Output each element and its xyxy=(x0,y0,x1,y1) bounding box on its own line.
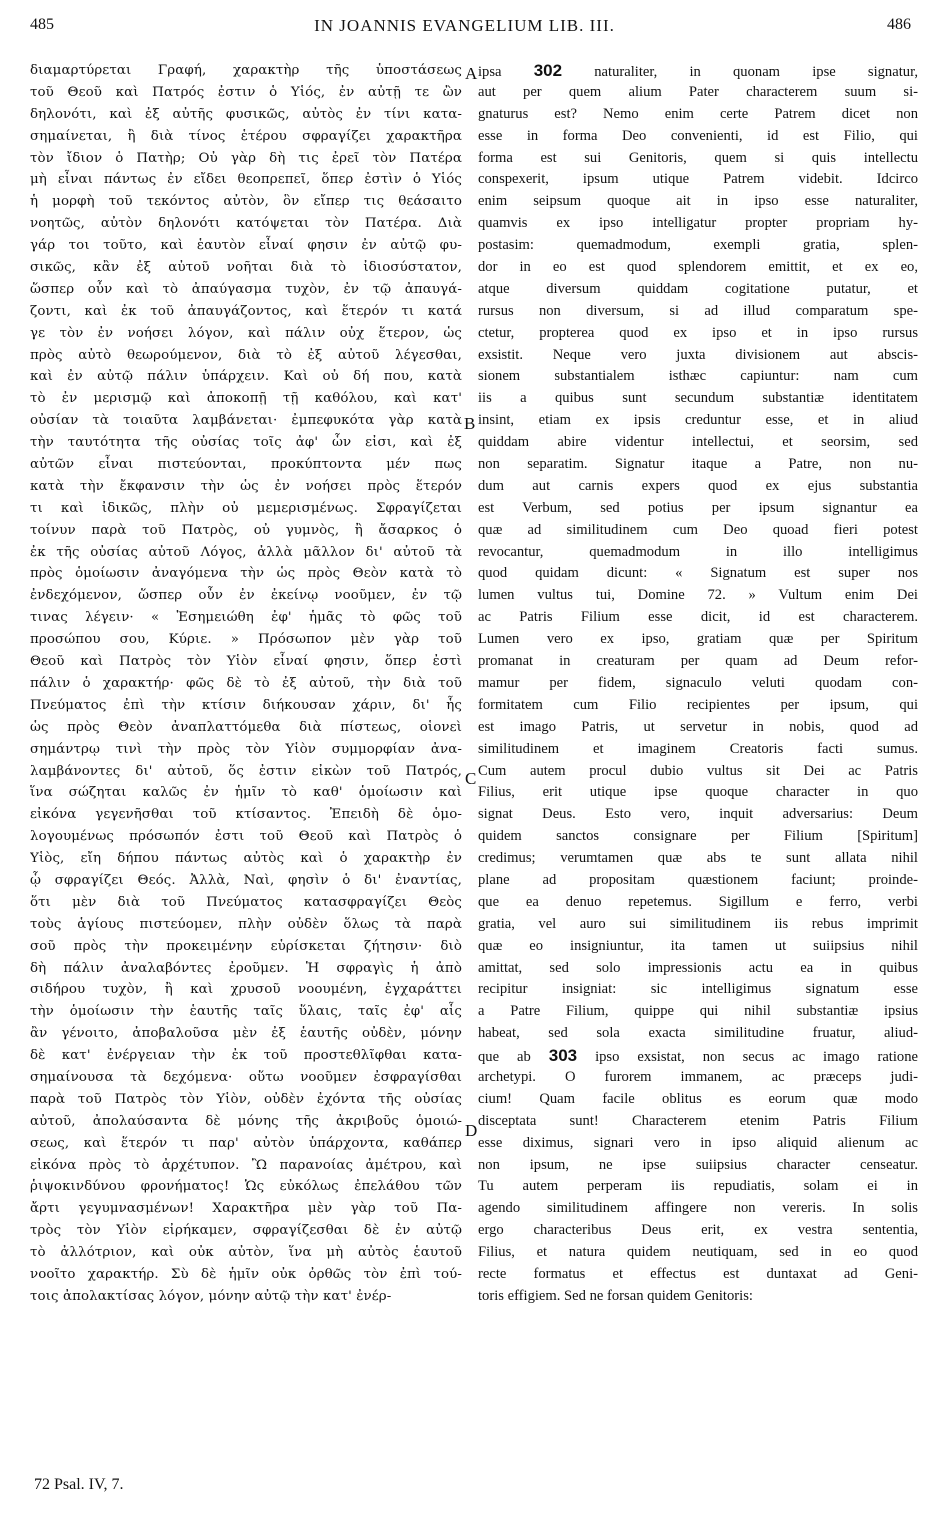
running-title: IN JOANNIS EVANGELIUM LIB. III. xyxy=(314,16,615,35)
latin-text-line: signat Deus. Esto vero, inquit adversarius: Deum xyxy=(478,806,918,823)
greek-text-line: πάλιν ὁ χαρακτήρ· φῶς δὲ τὸ ἐξ αὐτοῦ, τὴν διὰ τοῦ xyxy=(30,675,462,691)
latin-text-line: aut per quem alium Pater characterem suum si- xyxy=(478,83,918,100)
latin-text-line: archetypi. O furorem immanem, ac præceps judi- xyxy=(478,1068,918,1085)
greek-text-line: τὴν ταυτότητα τῆς οὐσίας τοῖς ἀφ' ὧν εἰσι, καὶ ἐξ xyxy=(30,435,462,451)
greek-text-line: πρὸς ὁμοίωσιν ἀναγόμενα τὴν ὡς πρὸς Θεὸν κατὰ τὸ xyxy=(30,566,462,582)
latin-text-line: credimus; verumtamen quæ abs te sunt allata nihil xyxy=(478,850,918,867)
latin-text-line: habeat, sed sola exacta similitudine fruatur, aliud- xyxy=(478,1025,918,1042)
greek-text-line: σημαίνουσα τὰ δεχόμενα· οὕτω νοοῦμεν ἐσφραγίσθαι xyxy=(30,1069,462,1085)
greek-text-line: εἰκόνα πρὸς τὸ ἀρχέτυπον. Ὢ παρανοίας ἀμέτρου, καὶ xyxy=(30,1157,462,1173)
greek-text-line: νοητῶς, αὐτὸν δηλονότι κατόψεται τὸν Πατέρα. Διὰ xyxy=(30,216,462,232)
latin-text-line: quæ ad similitudinem cum Deo quoad fieri potest xyxy=(478,521,918,538)
greek-text-line: τι καὶ ἰδικῶς, πλὴν οὐ μεμερισμένως. Σφραγίζεται xyxy=(30,500,462,516)
latin-text-line: lumen vultus tui, Domine 72. » Vultum enim Dei xyxy=(478,587,918,604)
greek-text-line: σοῦ πρὸς τὴν προκειμένην εὑρίσκεται ζήτησιν· διὸ xyxy=(30,938,462,954)
greek-text-line: τοις ἀπολακτίσας λόγον, μόνην αὐτῷ τὴν κατ' ἐνέρ- xyxy=(30,1288,392,1304)
latin-text-line: quod quidam dicunt: « Signatum est super nos xyxy=(478,565,918,582)
greek-text-line: λαμβάνοντες δι' αὐτοῦ, ὅς ἐστιν εἰκὼν τοῦ Πατρός, xyxy=(30,763,462,779)
greek-text-line: σιδήρου τυχὸν, ἢ καὶ χρυσοῦ νοουμένη, ἐγχαράττει xyxy=(30,982,462,998)
greek-text-line: τοῦ Θεοῦ καὶ Πατρός ἐστιν ὁ Υἱός, ἐν αὐτῇ τε ὢν xyxy=(30,84,462,100)
latin-text-line: gratia, vel auro sui similitudinem iis rebus imprimit xyxy=(478,915,918,932)
greek-text-line: καὶ ἐν αὐτῷ πάλιν ὑπάρχειν. Καὶ οὐ δή που, κατὰ xyxy=(30,369,462,385)
greek-text-line: σεως, καὶ ἕτερόν τι παρ' αὐτὸν ὑπάρχοντα, καθάπερ xyxy=(30,1135,462,1151)
section-marker-b: B xyxy=(464,414,476,433)
latin-text-line: Lumen vero ex ipso, gratiam quæ per Spiritum xyxy=(478,631,918,648)
latin-text-line: Filius, et natura quidem neutiquam, sed in eo quod xyxy=(478,1244,918,1261)
latin-text-line: ac Patris Filium esse dicit, id est characterem. xyxy=(478,609,918,626)
latin-text-line: Cum autem procul dubio vultus sit Dei ac Patris xyxy=(478,762,918,779)
latin-text-line: forma est sui Genitoris, quem si quis intellectu xyxy=(478,149,918,166)
greek-text-line: ῥιψοκινδύνου φρονήματος! Ὡς εὐκόλως ἐπελάθου τῶν xyxy=(30,1179,462,1195)
latin-text-line xyxy=(478,1045,918,1067)
greek-text-line: τὸ ἐν μερισμῷ καὶ ἀποκοπῇ τῇ καθόλου, καὶ κατ' xyxy=(30,391,462,407)
greek-text-line: σημάντρῳ τινὶ τὴν πρὸς τὸν Υἱὸν συμμορφίαν ἀνα- xyxy=(30,741,462,757)
greek-text-line: τοίνυν παρὰ τοῦ Πατρὸς, οὐ γυμνὸς, ἢ ἄσαρκος ὁ xyxy=(30,522,462,538)
latin-text-line: quæ eo insigniuntur, ita tamen ut suiipsius nihil xyxy=(478,937,918,954)
latin-text-line: plane ad propositam quæstionem faciunt; proinde- xyxy=(478,871,918,888)
latin-text-line: toris effigiem. Sed ne forsan quidem Genitoris: xyxy=(478,1287,753,1304)
greek-text-line: ἐκ τῆς οὐσίας αὐτοῦ Λόγος, ἀλλὰ μᾶλλον δι' αὐτοῦ τὰ xyxy=(30,544,462,560)
greek-text-line: ἐνδεχόμενον, ὥσπερ οὖν ἐν ἐκείνῳ νοοῦμεν, ἐν τῷ xyxy=(30,588,462,604)
latin-text-line: promanat in creaturam per quam ad Deum refor- xyxy=(478,653,918,670)
latin-text-line: cium! Quam facile oblitus es eorum quæ modo xyxy=(478,1090,918,1107)
latin-text-line: quamvis ex ipso intelligatur propter propriam hy- xyxy=(478,215,918,232)
latin-text-line: exsistit. Neque vero juxta divisionem aut abscis- xyxy=(478,346,918,363)
latin-text-line: esse diximus, signari vero in ipso aliquid alienum ac xyxy=(478,1134,918,1151)
greek-text-line: ὅτι μὲν διὰ τοῦ Πνεύματος κατασφραγίζει Θεὸς xyxy=(30,894,462,910)
greek-text-line: γε τὸν ἐν νοήσει λόγον, καὶ πάλιν οὐχ ἕτερον, ὡς xyxy=(30,325,462,341)
latin-text-line: rursus non diversum, si ad illud comparatum spe- xyxy=(478,302,918,319)
latin-text-line: similitudinem et imaginem Creatoris facti sumus. xyxy=(478,740,918,757)
greek-text-line: ἄρτι γεγυμνασμένων! Χαρακτῆρα μὲν γὰρ τοῦ Πα- xyxy=(30,1201,462,1217)
greek-text-line: εἰκόνα γεγενῆσθαι τοῦ κτίσαντος. Ἐπειδὴ δὲ ὁμο- xyxy=(30,807,462,823)
latin-text-line: non separatim. Signatur itaque a Patre, non nu- xyxy=(478,456,918,473)
greek-text-line: γάρ τοι τοῦτο, καὶ ἑαυτὸν εἶναί φησιν ἐν αὐτῷ φυ- xyxy=(30,238,462,254)
section-marker-a: A xyxy=(465,64,478,83)
latin-text-line: formitatem cum Filio recipientes per ipsum, qui xyxy=(478,696,918,713)
latin-text-segment: naturaliter, in quonam ipse signatur, xyxy=(562,64,918,80)
latin-text-line: disceptata sunt! Characterem etenim Patris Filium xyxy=(478,1112,918,1129)
latin-text-line: insint, etiam ex ipsis creduntur esse, et in aliud xyxy=(478,412,918,429)
migne-column-number: 302 xyxy=(533,61,563,80)
migne-column-number: 303 xyxy=(548,1046,578,1066)
greek-text-line: Πνεύματος ἐπὶ τὴν κτίσιν διήκουσαν χάριν, δι' ἧς xyxy=(30,697,462,713)
section-marker-d: D xyxy=(465,1121,478,1140)
greek-text-line: δὴ πάλιν ἀναλαβόντες ἐροῦμεν. Ἡ σφραγὶς ἡ ἀπὸ xyxy=(30,960,462,976)
greek-text-line: Θεοῦ καὶ Πατρὸς τὸν Υἱὸν εἶναί φησιν, ὅπερ ἐστὶ xyxy=(30,654,462,670)
greek-text-line: τὴν ὁμοίωσιν τὴν ἑαυτῆς ταῖς ὕλαις, ταῖς ἐφ' αἷς xyxy=(30,1004,462,1020)
greek-text-line: τινας λέγειν· « Ἐσημειώθη ἐφ' ἡμᾶς τὸ φῶς τοῦ xyxy=(30,610,462,626)
greek-text-line: νοοῖτο χαρακτήρ. Σὺ δὲ ἡμῖν οὐκ ὀρθῶς τὸν ἐπὶ τού- xyxy=(30,1266,462,1282)
greek-text-line: πρὸς αὐτὸ θεωρούμενον, διὰ τὸ ἐξ αὐτοῦ λέγεσθαι, xyxy=(30,347,462,363)
greek-text-line: ὡς πρὸς Θεὸν ἀναπλαττόμεθα διὰ πίστεως, οἱονεὶ xyxy=(30,719,462,735)
latin-text-line: recipitur insigniat: sic intelligimus signatum esse xyxy=(478,981,918,998)
latin-text-line: enim seipsum quoque ait in ipso esse naturaliter, xyxy=(478,193,918,210)
greek-text-line: αὐτοῦ, ἀπολαύσαντα δὲ μόνης τῆς ἀκριβοῦς ὁμοιώ- xyxy=(30,1113,462,1129)
latin-text-line: Filius, erit utique ipse quoque character in quo xyxy=(478,784,918,801)
latin-text-segment: ipso exsistat, non secus ac imago ratione xyxy=(577,1049,918,1066)
greek-text-line: τοὺς ἁγίους πιστεύομεν, πλὴν οὐδὲν ὅλως τὰ παρὰ xyxy=(30,916,462,932)
latin-text-line: ergo characteribus Deus erit, ex vestra sententia, xyxy=(478,1222,918,1239)
page-number-left: 485 xyxy=(30,16,54,33)
section-marker-c: C xyxy=(465,769,477,788)
latin-text-line: amittat, sed solo impressionis actu ea in quibus xyxy=(478,959,918,976)
greek-text-line: διαμαρτύρεται Γραφή, χαρακτὴρ τῆς ὑποστάσεως xyxy=(30,63,462,78)
latin-text-line: atque diversum quiddam cogitatione putatur, et xyxy=(478,280,918,297)
latin-text-line: quidem sanctos consignare per Filium [Spiritum] xyxy=(478,828,918,845)
greek-text-line: σικῶς, κἂν ἐξ αὐτοῦ νοῆται διὰ τὸ ἰδιοσύστατον, xyxy=(30,260,462,276)
greek-text-line: ζοντι, καὶ ἐκ τοῦ ἀπαυγάζοντος, καὶ ἕτερόν τι κατά xyxy=(30,303,462,319)
greek-text-line: ἂν γένοιτο, ἀποβαλοῦσα μὲν ἐξ ἑαυτῆς οὐδὲν, μόνην xyxy=(30,1026,462,1042)
greek-text-line: λογουμένως πρόσωπόν ἐστι τοῦ Θεοῦ καὶ Πατρὸς ὁ xyxy=(30,829,462,845)
greek-text-line: δὲ κατ' ἐνέργειαν τὴν ἐκ τοῦ προστεθλῖφθαι κατα- xyxy=(30,1048,462,1064)
greek-text-line: τρὸς τὸν Υἱὸν εἰρήκαμεν, σφραγίζεσθαι δὲ ἐν αὐτῷ xyxy=(30,1223,462,1239)
running-header xyxy=(0,16,929,46)
latin-text-line: a Patre Filium, quippe qui nihil substantiæ ipsius xyxy=(478,1003,918,1020)
greek-text-line: τὸ ἀλλότριον, καὶ οὐκ αὐτὸν, ἵνα μὴ αὐτὸς ἑαυτοῦ xyxy=(30,1245,462,1261)
latin-text-line: conspexerit, ipsum utique Patrem videbit. Idcirco xyxy=(478,171,918,188)
latin-text-line: est Verbum, sed potius per ipsum signantur ea xyxy=(478,499,918,516)
latin-text-line: agendo similitudinem affingere non vereris. In solis xyxy=(478,1200,918,1217)
greek-text-line: τὸν ἴδιον ὁ Πατὴρ; Οὐ γὰρ δὴ τις ἐρεῖ τὸν Πατέρα xyxy=(30,150,462,166)
latin-text-line: dum aut carnis expers quod ex ejus substantia xyxy=(478,477,918,494)
latin-text-line: gnaturus est? Nemo enim certe Patrem dicet non xyxy=(478,105,918,122)
latin-text-segment: ipsa xyxy=(478,64,534,80)
footnote: 72 Psal. IV, 7. xyxy=(34,1476,124,1493)
latin-text-line: mamur per fidem, signaculo veluti quodam con- xyxy=(478,674,918,691)
latin-text-line: dor in eo est quod splendorem emittit, et ex eo, xyxy=(478,259,918,276)
greek-text-line: Υἱὸς, εἴη δήπου πάντως αὐτὸς καὶ ὁ χαρακτὴρ ἐν xyxy=(30,851,462,867)
latin-text-line xyxy=(478,60,918,82)
latin-text-line: postasim: quemadmodum, exempli gratia, splen- xyxy=(478,237,918,254)
greek-text-line: μὴ εἶναι πάντως ἐν εἴδει θεοπρεπεῖ, ὅπερ ἐστὶν ὁ Υἱός xyxy=(30,172,462,188)
latin-text-line: recte formatus et effectus est duntaxat ad Geni- xyxy=(478,1265,918,1282)
greek-text-line: ὥσπερ οὖν καὶ τὸ ἀπαύγασμα τυχὸν, ἐν τῷ ἀπαυγά- xyxy=(30,281,462,297)
latin-text-line: quiddam abire videntur intellectui, et seorsim, sed xyxy=(478,434,918,451)
greek-text-line: παρὰ τοῦ Πατρὸς τὸν Υἱὸν, οὐδὲν ἐχόντα τῆς οὐσίας xyxy=(30,1091,462,1107)
latin-text-line: esse in forma Deo convenienti, id est Filio, qui xyxy=(478,127,918,144)
latin-text-line: que ea denuo repetemus. Sigillum e ferro, verbi xyxy=(478,893,918,910)
latin-text-line: sionem substantialem isthæc capiuntur: nam cum xyxy=(478,368,918,385)
latin-text-line: iis a quibus sunt secundum substantiæ identitatem xyxy=(478,390,918,407)
greek-column xyxy=(30,60,462,1308)
latin-text-line: revocantur, quemadmodum in illo intelligimus xyxy=(478,543,918,560)
greek-text-line: οὐσίαν τὰ τοιαῦτα λαμβάνεται· ἐμπεφυκότα γὰρ κατὰ xyxy=(30,413,462,429)
latin-text-line: Tu autem perperam iis repudiatis, solam ei in xyxy=(478,1178,918,1195)
greek-text-line: αὐτῶν εἶναι πιστεύονται, προκύπτοντα μέν πως xyxy=(30,457,462,473)
latin-text-line: non ipsum, ne ipse suiipsius character censeatur. xyxy=(478,1156,918,1173)
greek-text-line: σημαίνεται, ἢ διὰ τίνος ἑτέρου σφραγίζει χαρακτῆρα xyxy=(30,128,462,144)
greek-text-line: ἡ μορφὴ τοῦ τεκόντος αὐτὸν, ὃν εἴπερ τις θεάσαιτο xyxy=(30,194,462,210)
latin-text-line: est imago Patris, ut servetur in nobis, quod ad xyxy=(478,718,918,735)
greek-text-line: ᾧ σφραγίζει Θεός. Ἀλλὰ, Ναὶ, φησὶν ὁ δι' ἐναντίας, xyxy=(30,872,462,888)
latin-column xyxy=(478,60,918,1308)
greek-text-line: ἵνα σώζηται καλῶς ἐν ἡμῖν τὸ καθ' ὁμοίωσιν καὶ xyxy=(30,785,462,801)
page-number-right: 486 xyxy=(887,16,911,33)
latin-text-line: ctetur, propterea quod ex ipso et in ipso rursus xyxy=(478,324,918,341)
greek-text-line: κατὰ τὴν ἔκφανσιν τὴν ὡς ἐν νοήσει πρὸς ἕτερόν xyxy=(30,478,462,494)
greek-text-line: προσώπου σου, Κύριε. » Πρόσωπον μὲν γὰρ τοῦ xyxy=(30,632,462,648)
greek-text-line: δηλονότι, καὶ ἐξ αὐτῆς φυσικῶς, αὐτὸς ἐν τίνι κατα- xyxy=(30,106,462,122)
latin-text-segment: que ab xyxy=(478,1049,549,1066)
